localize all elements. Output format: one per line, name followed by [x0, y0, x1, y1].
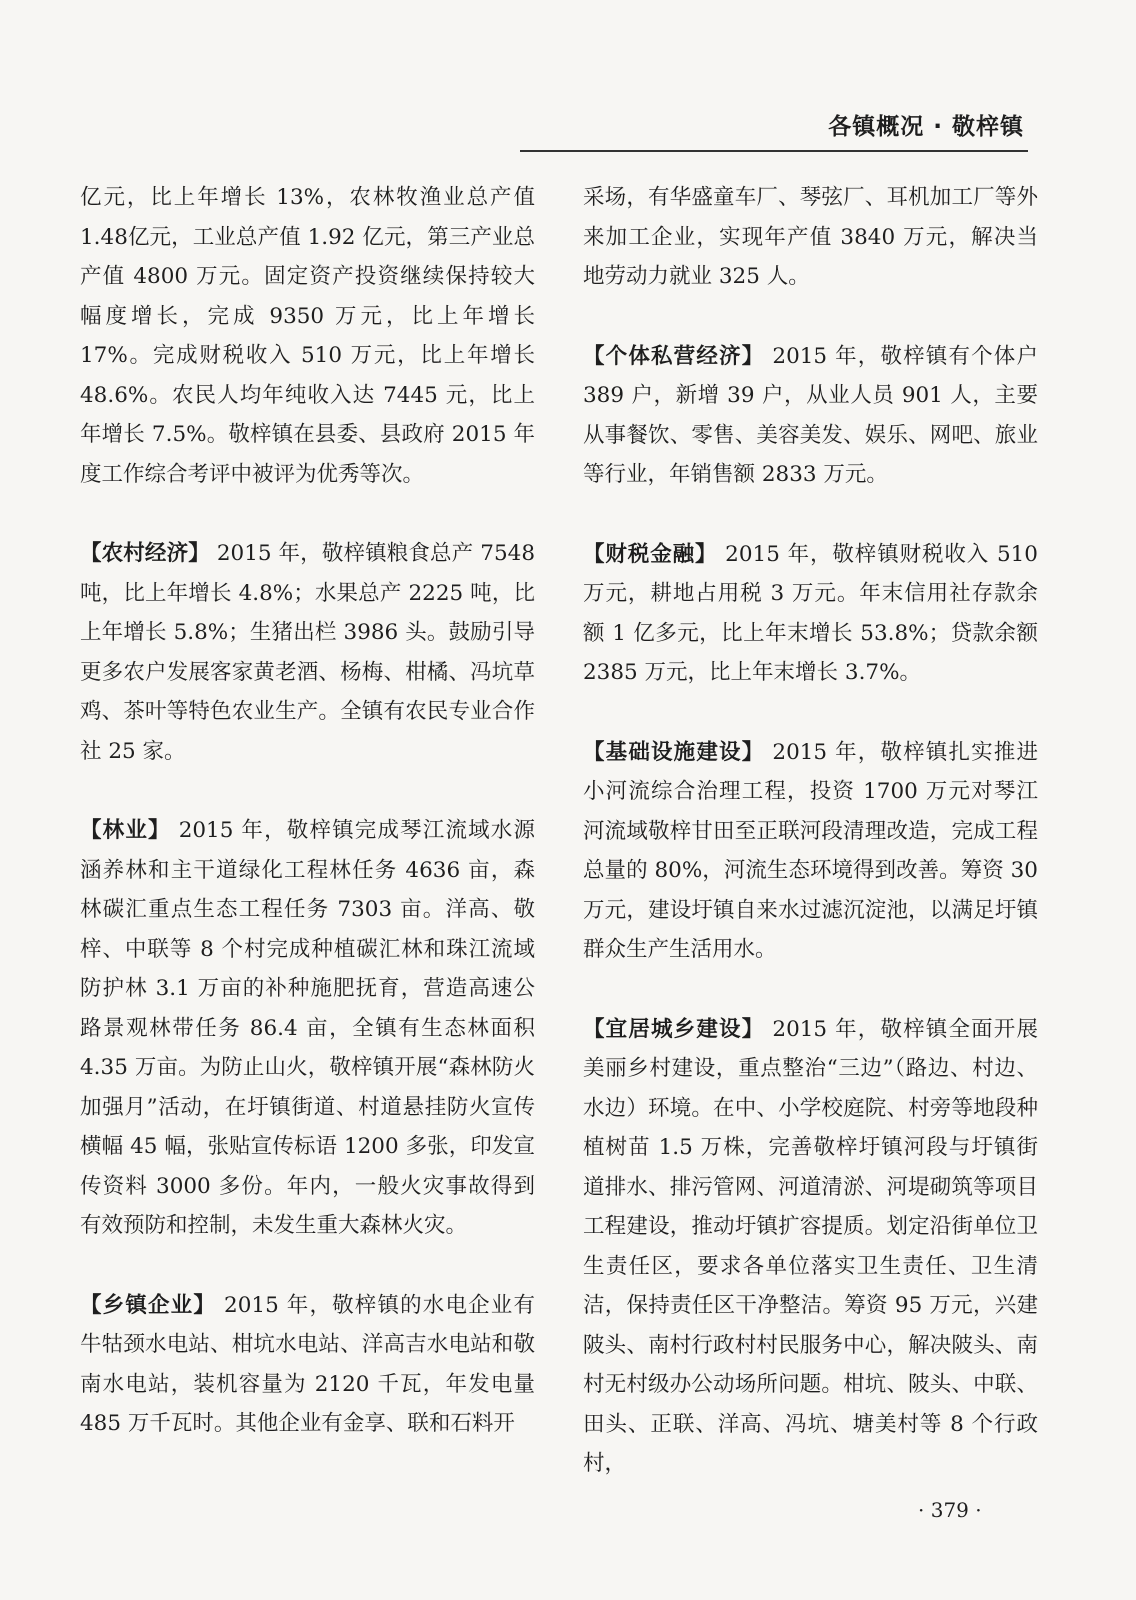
paragraph-text: 2015 年，敬梓镇粮食总产 7548 吨，比上年增长 4.8%；水果总产 2225 吨，比上年增长 5.8%；生猪出栏 3986 头。鼓励引导更多农户发展客家黄老酒、杨梅、柑橘、冯坑草鸡、茶叶等特色农业生产。全镇有农民专业合作社 25 家。 — [80, 541, 535, 764]
left-column — [80, 178, 535, 1484]
paragraph-rural-economy — [80, 534, 535, 771]
paragraph-infrastructure — [583, 733, 1038, 970]
paragraph-text: 2015 年，敬梓镇扎实推进小河流综合治理工程，投资 1700 万元对琴江河流域敬梓甘田至正联河段清理改造，完成工程总量的 80%，河流生态环境得到改善。筹资 30 万元，建设圩镇自来水过滤沉淀池，以满足圩镇群众生产生活用水。 — [583, 739, 1038, 962]
paragraph-township-enterprises — [80, 1286, 535, 1444]
section-label: 【林业】 — [80, 818, 171, 843]
paragraph-livable-construction — [583, 1010, 1038, 1484]
paragraph-forestry — [80, 811, 535, 1246]
paragraph-text: 2015 年，敬梓镇有个体户 389 户，新增 39 户，从业人员 901 人，主要从事餐饮、零售、美容美发、娱乐、网吧、旅业等行业，年销售额 2833 万元。 — [583, 343, 1038, 487]
section-label: 【基础设施建设】 — [583, 739, 765, 765]
paragraph-text: 采场，有华盛童车厂、琴弦厂、耳机加工厂等外来加工企业，实现年产值 3840 万元，解决当地劳动力就业 325 人。 — [583, 185, 1038, 289]
header-rule — [520, 150, 1028, 152]
section-label: 【个体私营经济】 — [583, 343, 765, 369]
section-label: 【乡镇企业】 — [80, 1292, 217, 1318]
running-header: 各镇概况 · 敬梓镇 — [828, 114, 1024, 140]
paragraph-enterprises-continued — [583, 178, 1038, 297]
paragraph-private-economy — [583, 337, 1038, 495]
paragraph-text: 2015 年，敬梓镇全面开展美丽乡村建设，重点整治“三边”（路边、村边、水边）环境。在中、小学校庭院、村旁等地段种植树苗 1.5 万株，完善敬梓圩镇河段与圩镇街道排水、排污管网、河道清淤、河堤砌筑等项目工程建设，推动圩镇扩容提质。划定沿街单位卫生责任区，要求各单位落实卫生责任、卫生清洁，保持责任区干净整洁。筹资 95 万元，兴建陂头、南村行政村村民服务中心，解决陂头、南村无村级办公动场所问题。柑坑、陂头、中联、田头、正联、洋高、冯坑、塘美村等 8 个行政村， — [583, 1016, 1038, 1476]
paragraph-text: 2015 年，敬梓镇的水电企业有牛牯颈水电站、柑坑水电站、洋高吉水电站和敬南水电站，装机容量为 2120 千瓦，年发电量 485 万千瓦时。其他企业有金享、联和石料开 — [80, 1292, 535, 1436]
section-label: 【宜居城乡建设】 — [583, 1016, 765, 1042]
paragraph-text: 亿元，比上年增长 13%，农林牧渔业总产值 1.48亿元，工业总产值 1.92 亿元，第三产业总产值 4800 万元。固定资产投资继续保持较大幅度增长，完成 9350 万元，比上年增长 17%。完成财税收入 510 万元，比上年增长 48.6%。农民人均年纯收入达 7445 元，比上年增长 7.5%。敬梓镇在县委、县政府 2015 年度工作综合考评中被评为优秀等次。 — [80, 185, 535, 487]
paragraph-economy-summary — [80, 178, 535, 494]
section-label: 【农村经济】 — [80, 541, 210, 566]
paragraph-finance-tax — [583, 535, 1038, 693]
paragraph-text: 2015 年，敬梓镇完成琴江流域水源涵养林和主干道绿化工程林任务 4636 亩，森林碳汇重点生态工程任务 7303 亩。洋高、敬梓、中联等 8 个村完成种植碳汇林和珠江流域防护林 3.1 万亩的补种施肥抚育，营造高速公路景观林带任务 86.4 亩，全镇有生态林面积 4.35 万亩。为防止山火，敬梓镇开展“森林防火加强月”活动，在圩镇街道、村道悬挂防火宣传横幅 45 幅，张贴宣传标语 1200 多张，印发宣传资料 3000 多份。年内，一般火灾事故得到有效预防和控制，未发生重大森林火灾。 — [80, 818, 535, 1238]
right-column — [583, 178, 1038, 1524]
section-label: 【财税金融】 — [583, 541, 718, 567]
page-number: · 379 · — [918, 1498, 982, 1522]
paragraph-text: 2015 年，敬梓镇财税收入 510 万元，耕地占用税 3 万元。年末信用社存款余额 1 亿多元，比上年末增长 53.8%；贷款余额 2385 万元，比上年末增长 3.7%。 — [583, 541, 1038, 685]
